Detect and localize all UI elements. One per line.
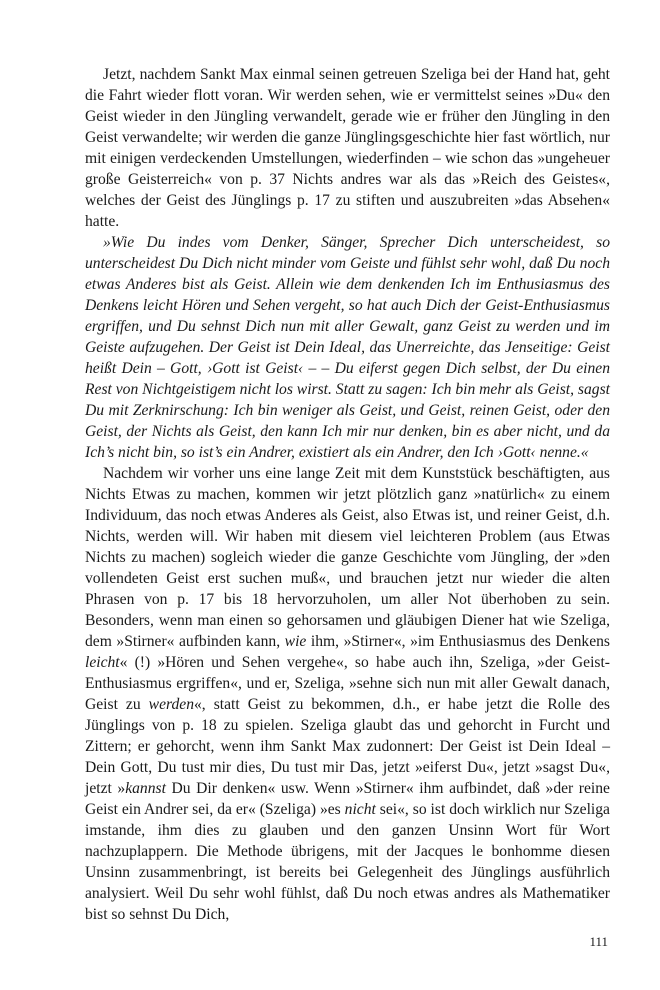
text-run: sei«, so ist doch wirklich nur Szeliga imstande, ihm dies zu glauben und den ganzen Unsinn Wort für Wort nachzuplappern. Die Methode übrigens, mit der Jacques le bonhomme diesen Unsinn zusammenbringt, ist bereits bei Gelegenheit des Jünglings ausführlich analysiert. Weil Du sehr wohl fühlst, daß Du noch etwas andres als Mathematiker bist so sehnst Du Dich, — [85, 801, 610, 923]
text-run: Jetzt, nachdem Sankt Max einmal seinen getreuen Szeliga bei der Hand hat, geht die Fahrt wieder flott voran. Wir werden sehen, wie er vermittelst seines »Du« den Geist wieder in den Jüngling verwandelt, gerade wie er früher den Jüngling in den Geist verwandelte; wir werden die ganze Jünglingsgeschichte hier fast wörtlich, nur mit einigen verdeckenden Umstellungen, wiederfinden – wie schon das »ungeheuer große Geisterreich« von p. 37 Nichts andres war als das »Reich des Geistes«, welches der Geist des Jünglings p. 17 zu stiften und auszubreiten »das Absehen« hatte. — [85, 66, 610, 230]
text-run: «, statt Geist zu bekommen, d.h., er habe jetzt die Rolle des Jünglings von p. 18 zu spielen. Szeliga glaubt das und gehorcht in Furcht und Zittern; er gehorcht, wenn ihm Sankt Max zudonnert: Der Geist ist Dein Ideal – Dein Gott, Du tust mir dies, Du tust mir Das, jetzt »eiferst Du«, jetzt »sagst Du«, jetzt » — [85, 696, 610, 797]
page-body — [85, 64, 610, 925]
emphasized-text: werden — [148, 696, 194, 713]
text-run: « (!) »Hören und Sehen vergehe«, so habe auch ihn, Szeliga, »der Geist-Enthusiasmus ergriffen«, und er, Szeliga, »sehne sich nun mit aller Gewalt danach, Geist zu — [85, 654, 610, 713]
quoted-paragraph — [85, 232, 610, 463]
page-number: 111 — [589, 934, 608, 949]
text-run: »Wie Du indes vom Denker, Sänger, Sprecher Dich unterscheidest, so unterscheidest Du Dich nicht minder vom Geiste und fühlst sehr wohl, daß Du noch etwas Anderes bist als Geist. Allein wie dem denkenden Ich im Enthusiasmus des Denkens leicht Hören und Sehen vergeht, so hat auch Dich der Geist-Enthusiasmus ergriffen, und Du sehnst Dich nun mit aller Gewalt, ganz Geist zu werden und im Geiste aufzugehen. Der Geist ist Dein Ideal, das Unerreichte, das Jenseitige: Geist heißt Dein – Gott, ›Gott ist Geist‹ – – Du eiferst gegen Dich selbst, der Du einen Rest von Nichtgeistigem nicht los wirst. Statt zu sagen: Ich bin mehr als Geist, sagst Du mit Zerknirschung: Ich bin weniger als Geist, und Geist, reinen Geist, oder den Geist, der Nichts als Geist, den kann Ich mir nur denken, bin es aber nicht, und da Ich’s nicht bin, so ist’s ein Andrer, existiert als ein Andrer, den Ich ›Gott‹ nenne.« — [85, 234, 610, 461]
paragraph — [85, 64, 610, 232]
emphasized-text: kannst — [125, 780, 166, 797]
text-run: Du Dir denken« usw. Wenn »Stirner« ihm aufbindet, daß »der reine Geist ein Andrer sei, da er« (Szeliga) »es — [85, 780, 610, 818]
emphasized-text: nicht — [344, 801, 376, 818]
text-run: Nachdem wir vorher uns eine lange Zeit mit dem Kunststück beschäftigten, aus Nichts Etwas zu machen, kommen wir jetzt plötzlich ganz »natürlich« zu einem Individuum, das noch etwas Anderes als Geist, also Etwas ist, und reiner Geist, d.h. Nichts, werden will. Wir haben mit diesem viel leichteren Problem (aus Etwas Nichts zu machen) sogleich wieder die ganze Geschichte vom Jüngling, der »den vollendeten Geist erst suchen muß«, und brauchen jetzt nur wieder die alten Phrasen von p. 17 bis 18 hervorzuholen, um aller Not überhoben zu sein. Besonders, wenn man einen so gehorsamen und gläubigen Diener hat wie Szeliga, dem »Stirner« aufbinden kann, — [85, 465, 610, 650]
text-run: ihm, »Stirner«, »im Enthusiasmus des Denkens — [306, 633, 610, 650]
emphasized-text: wie — [284, 633, 307, 650]
emphasized-text: leicht — [85, 654, 120, 671]
paragraph — [85, 463, 610, 925]
